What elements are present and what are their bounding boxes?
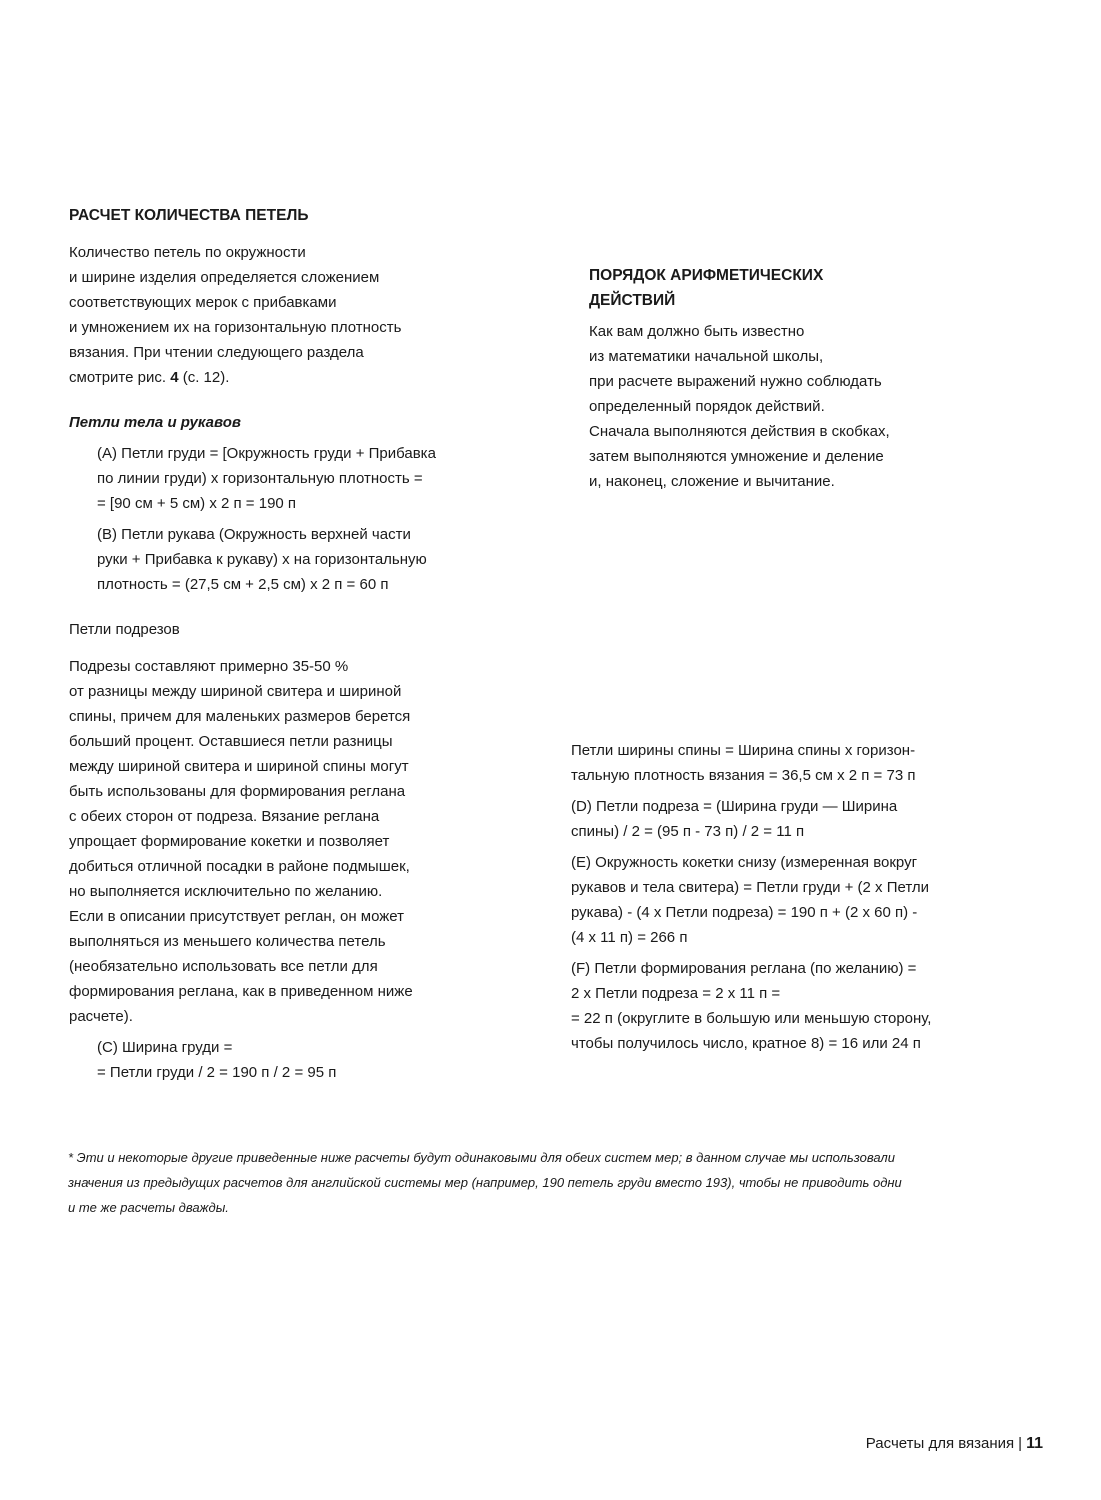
body-line: с обеих сторон от подреза. Вязание реглана [69, 808, 380, 825]
body-line: но выполняется исключительно по желанию. [69, 883, 383, 900]
box-title [589, 263, 969, 313]
box-line: при расчете выражений нужно соблюдать [589, 373, 882, 390]
formula-line: = Петли груди / 2 = 190 п / 2 = 95 п [97, 1064, 337, 1081]
formula-a [69, 441, 489, 516]
body-line: Подрезы составляют примерно 35-50 % [69, 658, 349, 675]
formula-d [571, 794, 991, 844]
intro-text: (с. 12). [178, 369, 230, 386]
body-line: упрощает формирование кокетки и позволяет [69, 833, 390, 850]
formula-line: плотность = (27,5 см + 2,5 см) х 2 п = 60 п [97, 576, 389, 593]
formula-line: Петли ширины спины = Ширина спины х горизон- [571, 742, 916, 759]
subheading-body-sleeves: Петли тела и рукавов [69, 414, 241, 431]
formula-line: (D) Петли подреза = (Ширина груди — Ширина [571, 798, 898, 815]
formula-c [69, 1035, 489, 1085]
body-line: добиться отличной посадки в районе подмышек, [69, 858, 410, 875]
intro-paragraph [69, 240, 489, 390]
body-line: выполняться из меньшего количества петель [69, 933, 386, 950]
section-title-underarm: Петли подрезов [69, 621, 180, 638]
formula-line: 2 х Петли подреза = 2 х 11 п = [571, 985, 781, 1002]
box-line: Как вам должно быть известно [589, 323, 805, 340]
formula-line: по линии груди) х горизонтальную плотность = [97, 470, 423, 487]
formula-line: (B) Петли рукава (Окружность верхней части [97, 526, 411, 543]
intro-line: соответствующих мерок с прибавками [69, 294, 337, 311]
formula-line: (C) Ширина груди = [97, 1039, 233, 1056]
body-line: между шириной свитера и шириной спины могут [69, 758, 409, 775]
formula-line: (4 х 11 п) = 266 п [571, 929, 688, 946]
formula-line: (F) Петли формирования реглана (по желанию) = [571, 960, 917, 977]
box-line: из математики начальной школы, [589, 348, 824, 365]
page-number: 11 [1026, 1435, 1043, 1452]
box-paragraph [589, 319, 969, 494]
box-title-line: ДЕЙСТВИЙ [589, 292, 676, 309]
intro-text: смотрите рис. [69, 369, 171, 386]
intro-line: и умножением их на горизонтальную плотность [69, 319, 402, 336]
order-of-operations-box [589, 263, 969, 494]
intro-line: вязания. При чтении следующего раздела [69, 344, 364, 361]
intro-line: и ширине изделия определяется сложением [69, 269, 380, 286]
intro-line-last [69, 365, 489, 390]
formula-b [69, 522, 489, 597]
box-line: определенный порядок действий. [589, 398, 825, 415]
body-line: спины, причем для маленьких размеров берется [69, 708, 411, 725]
formula-e [571, 850, 991, 950]
right-formulas [571, 738, 991, 1056]
formula-line: тальную плотность вязания = 36,5 см х 2 п = 73 п [571, 767, 916, 784]
underarm-paragraph [69, 654, 489, 1029]
intro-line: Количество петель по окружности [69, 244, 306, 261]
page-footer [866, 1432, 1043, 1456]
formula-line: рукава) - (4 х Петли подреза) = 190 п + (2 х 60 п) - [571, 904, 918, 921]
body-line: от разницы между шириной свитера и шириной [69, 683, 402, 700]
formula-line: = [90 см + 5 см) х 2 п = 190 п [97, 495, 297, 512]
footer-separator: | [1018, 1435, 1023, 1452]
body-line: Если в описании присутствует реглан, он может [69, 908, 405, 925]
footnote-line: и те же расчеты дважды. [68, 1200, 229, 1215]
formula-line: = 22 п (округлите в большую или меньшую сторону, [571, 1010, 932, 1027]
formula-line: (A) Петли груди = [Окружность груди + Прибавка [97, 445, 436, 462]
formula-line: чтобы получилось число, кратное 8) = 16 или 24 п [571, 1035, 921, 1052]
body-line: (необязательно использовать все петли для [69, 958, 378, 975]
formula-line: спины) / 2 = (95 п - 73 п) / 2 = 11 п [571, 823, 805, 840]
footer-section-name: Расчеты для вязания [865, 1435, 1015, 1452]
body-line: формирования реглана, как в приведенном ниже [69, 983, 413, 1000]
box-line: и, наконец, сложение и вычитание. [589, 473, 835, 490]
formula-line: (E) Окружность кокетки снизу (измеренная вокруг [571, 854, 918, 871]
section-title-stitch-count: РАСЧЕТ КОЛИЧЕСТВА ПЕТЕЛЬ [69, 207, 309, 224]
body-line: расчете). [69, 1008, 133, 1025]
body-line: больший процент. Оставшиеся петли разницы [69, 733, 393, 750]
box-line: затем выполняются умножение и деление [589, 448, 884, 465]
formula-f [571, 956, 991, 1056]
box-title-line: ПОРЯДОК АРИФМЕТИЧЕСКИХ [589, 267, 824, 284]
back-width-paragraph [571, 738, 991, 788]
footnote-line: значения из предыдущих расчетов для английской системы мер (например, 190 петель груди вместо 193), чтобы не приводить одни [68, 1175, 902, 1190]
body-line: быть использованы для формирования реглана [69, 783, 406, 800]
footnote [68, 1145, 968, 1220]
footnote-line: * Эти и некоторые другие приведенные ниже расчеты будут одинаковыми для обеих систем мер; в данном случае мы использовали [68, 1150, 895, 1165]
box-line: Сначала выполняются действия в скобках, [589, 423, 890, 440]
left-column [69, 203, 489, 1085]
formula-line: руки + Прибавка к рукаву) х на горизонтальную [97, 551, 427, 568]
figure-ref: 4 [170, 369, 179, 386]
formula-line: рукавов и тела свитера) = Петли груди + (2 х Петли [571, 879, 930, 896]
